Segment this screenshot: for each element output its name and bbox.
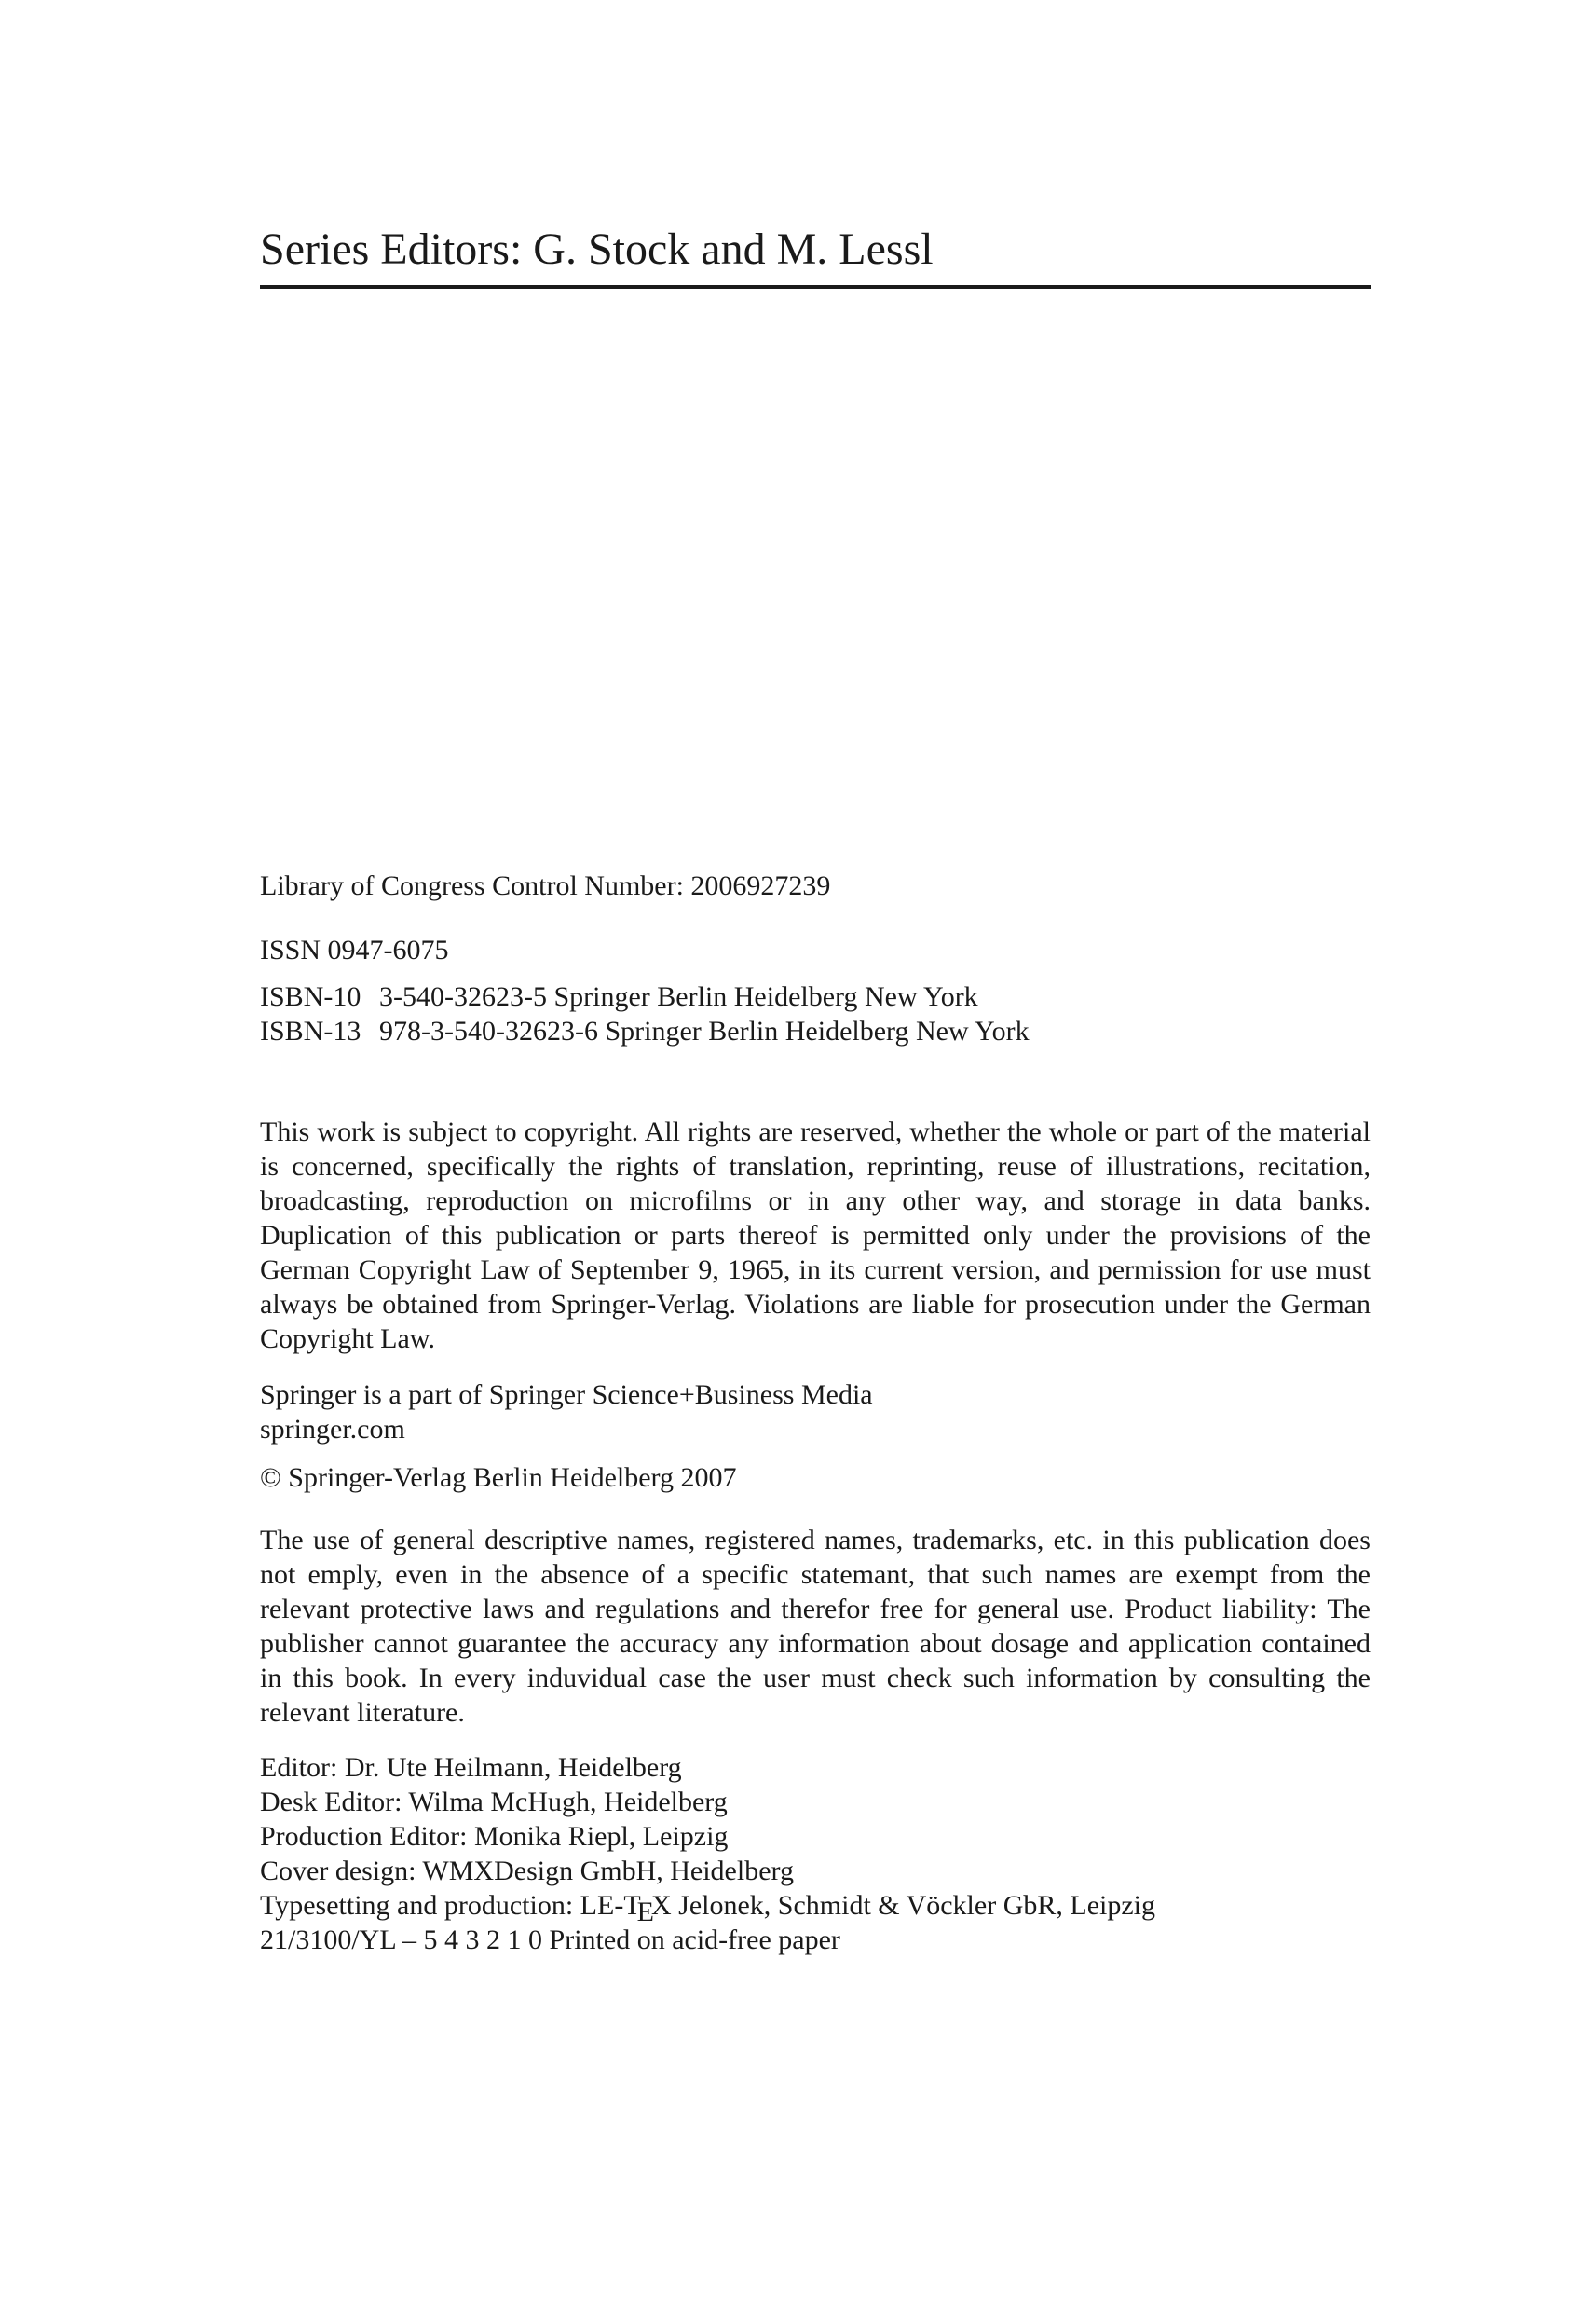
publisher-group-line: Springer is a part of Springer Science+Business Media	[260, 1379, 873, 1410]
isbn10-line	[260, 979, 1371, 1014]
copyright-line: © Springer-Verlag Berlin Heidelberg 2007	[260, 1462, 737, 1493]
publisher-block	[260, 1377, 1371, 1446]
isbn10-value: 3-540-32623-5 Springer Berlin Heidelberg New York	[379, 981, 978, 1012]
tex-logo	[623, 1888, 672, 1927]
header-rule	[260, 285, 1371, 289]
isbn13-label: ISBN-13	[260, 1016, 361, 1047]
typesetting-prefix: Typesetting and production: LE-	[260, 1890, 624, 1921]
tex-logo-t: T	[623, 1890, 641, 1921]
lccn-line: Library of Congress Control Number: 2006927239	[260, 870, 831, 901]
copyright-notice: This work is subject to copyright. All rights are reserved, whether the whole or part of the material is concerned, specifically the rights of translation, reprinting, reuse of illustrations, recitation, broadcasting, reproduction on microfilms or in any other way, and storage in data banks. Duplication of this publication or parts thereof is permitted only under the provisions of the German Copyright Law of September 9, 1965, in its current version, and permission for use must always be obtained from Springer-Verlag. Violations are liable for prosecution under the German Copyright Law.	[260, 1116, 1371, 1354]
isbn13-value: 978-3-540-32623-6 Springer Berlin Heidelberg New York	[379, 1016, 1030, 1047]
tex-logo-e: E	[636, 1897, 654, 1927]
publisher-website: springer.com	[260, 1414, 405, 1445]
tex-logo-x: X	[650, 1890, 672, 1921]
cover-design-line: Cover design: WMXDesign GmbH, Heidelberg	[260, 1856, 794, 1886]
use-notice: The use of general descriptive names, registered names, trademarks, etc. in this publication does not emply, even in the absence of a specific statemant, that such names are exempt from the relevant protective laws and regulations and therefor free for general use. Product liability: The publisher cannot guarantee the accuracy any information about dosage and application contained in this book. In every induvidual case the user must check such information by consulting the relevant literature.	[260, 1525, 1371, 1728]
print-code-line: 21/3100/YL – 5 4 3 2 1 0 Printed on acid-free paper	[260, 1924, 840, 1955]
series-header	[260, 222, 1371, 289]
typesetting-line	[260, 1888, 1371, 1927]
editor-line: Editor: Dr. Ute Heilmann, Heidelberg	[260, 1752, 682, 1783]
desk-editor-line: Desk Editor: Wilma McHugh, Heidelberg	[260, 1787, 728, 1817]
credits-block	[260, 1750, 1371, 1957]
isbn10-label: ISBN-10	[260, 981, 361, 1012]
typesetting-suffix: Jelonek, Schmidt & Vöckler GbR, Leipzig	[671, 1890, 1156, 1921]
series-editors-title: Series Editors: G. Stock and M. Lessl	[260, 225, 934, 274]
issn-line: ISSN 0947-6075	[260, 935, 449, 966]
production-editor-line: Production Editor: Monika Riepl, Leipzig	[260, 1821, 729, 1852]
isbn13-line	[260, 1014, 1371, 1048]
